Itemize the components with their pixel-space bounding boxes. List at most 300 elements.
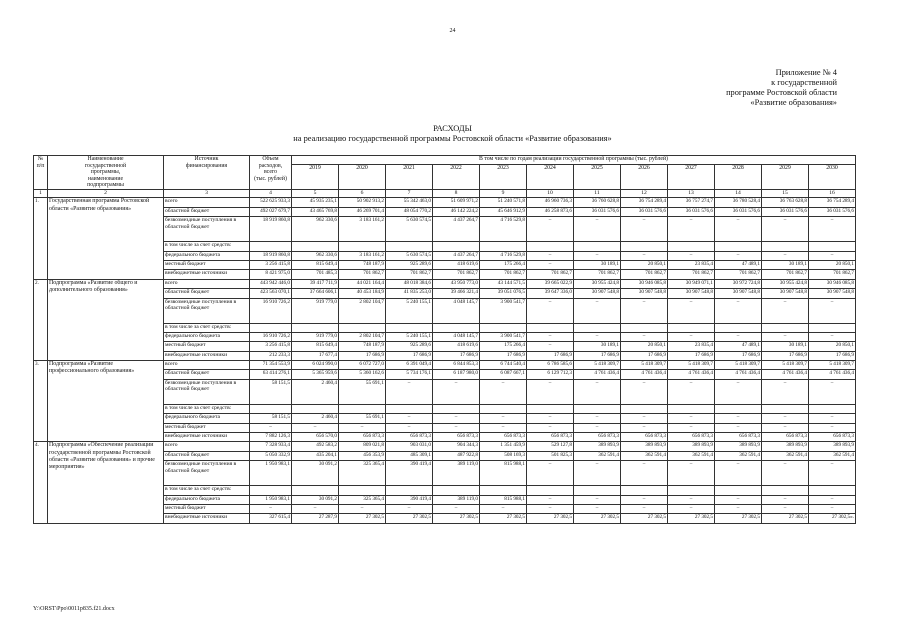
footer-file-path: Y:\ORST\Ppo\0011p835.f21.docx xyxy=(33,606,115,612)
year-value: – xyxy=(715,461,762,486)
year-value: 656 873,3 xyxy=(809,433,856,442)
table-row xyxy=(34,442,856,451)
year-value: 529 127,8 xyxy=(527,442,574,451)
appendix-line: программе Ростовской области xyxy=(726,88,837,97)
year-value: 30 955 424,8 xyxy=(762,279,809,288)
year-value: – xyxy=(527,342,574,351)
year-value: – xyxy=(715,414,762,423)
header-year: 2026 xyxy=(621,165,668,190)
year-value: – xyxy=(762,461,809,486)
year-value: 30 189,1 xyxy=(762,260,809,269)
table-row xyxy=(34,279,856,288)
year-value xyxy=(292,242,339,251)
year-value: 45 646 912,9 xyxy=(480,207,527,216)
year-value: 27 302,5 xyxy=(386,514,433,523)
year-value xyxy=(527,242,574,251)
year-value: 17 686,9 xyxy=(339,351,386,360)
year-value xyxy=(527,486,574,495)
year-value: 175 266,4 xyxy=(480,342,527,351)
year-value: – xyxy=(668,504,715,513)
year-value xyxy=(715,486,762,495)
year-value: – xyxy=(480,504,527,513)
year-value: 701 485,3 xyxy=(292,270,339,279)
year-value: – xyxy=(668,461,715,486)
year-value: – xyxy=(762,495,809,504)
year-value: 55 691,1 xyxy=(339,379,386,404)
year-value: – xyxy=(386,504,433,513)
column-number: 3 xyxy=(164,190,250,198)
funding-source: местный бюджет xyxy=(164,423,250,432)
year-value: 656 873,3 xyxy=(480,433,527,442)
program-number: 1. xyxy=(34,198,48,279)
funding-source: областной бюджет xyxy=(164,289,250,298)
year-value: 925 289,6 xyxy=(386,260,433,269)
year-value xyxy=(809,486,856,495)
year-value: 5 734 176,1 xyxy=(386,370,433,379)
year-value: – xyxy=(668,217,715,242)
year-value: – xyxy=(762,504,809,513)
header-year: 2030 xyxy=(809,165,856,190)
year-value: 30 907 548,8 xyxy=(574,289,621,298)
column-number: 12 xyxy=(621,190,668,198)
year-value: – xyxy=(527,461,574,486)
year-value: – xyxy=(668,251,715,260)
year-value: 5 418 309,7 xyxy=(762,361,809,370)
header-name: Наименование государственной программы, наименование подпрограммы xyxy=(48,156,164,190)
year-value: 17 686,9 xyxy=(480,351,527,360)
year-value: 5 418 309,7 xyxy=(574,361,621,370)
year-value: 43 144 571,5 xyxy=(480,279,527,288)
year-value: – xyxy=(715,379,762,404)
year-value: 30 907 548,8 xyxy=(809,289,856,298)
year-value: – xyxy=(809,495,856,504)
year-value: 55 342 463,0 xyxy=(386,198,433,207)
program-name: Подпрограмма «Развитие профессионального образования» xyxy=(48,361,164,442)
year-value xyxy=(621,323,668,332)
year-value: 36 760 628,8 xyxy=(574,198,621,207)
year-value: 389 893,9 xyxy=(809,442,856,451)
year-value: – xyxy=(668,298,715,323)
total-value: 3 256 415,8 xyxy=(250,260,292,269)
year-value: – xyxy=(809,379,856,404)
funding-source: местный бюджет xyxy=(164,342,250,351)
year-value xyxy=(480,242,527,251)
expenses-table xyxy=(33,155,856,524)
header-year: 2027 xyxy=(668,165,715,190)
year-value xyxy=(621,242,668,251)
appendix-line: к государственной xyxy=(771,78,837,87)
year-value: 43 950 773,0 xyxy=(433,279,480,288)
column-number: 11 xyxy=(574,190,621,198)
year-value: 809 021,8 xyxy=(339,442,386,451)
year-value: – xyxy=(527,379,574,404)
year-value: 36 031 576,6 xyxy=(668,207,715,216)
year-value: 4 437 264,7 xyxy=(433,217,480,242)
program-number: 2. xyxy=(34,279,48,360)
year-value xyxy=(386,486,433,495)
year-value: 701 862,7 xyxy=(668,270,715,279)
year-value xyxy=(433,323,480,332)
year-value: – xyxy=(574,298,621,323)
total-value: 8 421 975,0 xyxy=(250,270,292,279)
year-value: – xyxy=(621,461,668,486)
year-value: 2 802 104,7 xyxy=(339,298,386,323)
year-value: 46 142 224,2 xyxy=(433,207,480,216)
column-number: 7 xyxy=(386,190,433,198)
year-value: – xyxy=(668,414,715,423)
year-value: 362 591,4 xyxy=(809,451,856,460)
year-value: 30 946 085,8 xyxy=(809,279,856,288)
year-value: 39 417 711,9 xyxy=(292,279,339,288)
header-year: 2019 xyxy=(292,165,339,190)
year-value xyxy=(668,242,715,251)
table-body xyxy=(34,156,856,524)
year-value: 389 893,9 xyxy=(668,442,715,451)
year-value: – xyxy=(762,414,809,423)
year-value xyxy=(480,404,527,413)
year-value: – xyxy=(527,298,574,323)
year-value: 5 418 309,7 xyxy=(668,361,715,370)
year-value: 6 391 049,4 xyxy=(386,361,433,370)
year-value: – xyxy=(762,298,809,323)
funding-source: в том числе за счет средств: xyxy=(164,486,250,495)
year-value: 27 287,9 xyxy=(292,514,339,523)
year-value: 508 169,3 xyxy=(480,451,527,460)
program-number: 3. xyxy=(34,361,48,442)
year-value: 418 619,6 xyxy=(433,260,480,269)
year-value: 50 902 913,2 xyxy=(339,198,386,207)
funding-source: федерального бюджета xyxy=(164,332,250,341)
column-number: 10 xyxy=(527,190,574,198)
year-value: 43 465 769,8 xyxy=(292,207,339,216)
year-value: 6 744 540,4 xyxy=(480,361,527,370)
year-value: 20 850,1 xyxy=(809,260,856,269)
year-value: 5 418 309,7 xyxy=(621,361,668,370)
year-value xyxy=(574,323,621,332)
year-value: 4 761 436,4 xyxy=(621,370,668,379)
header-year: 2021 xyxy=(386,165,433,190)
year-value: 30 972 724,8 xyxy=(715,279,762,288)
document-title xyxy=(0,124,905,143)
year-value: 36 754 289,4 xyxy=(621,198,668,207)
year-value xyxy=(809,323,856,332)
funding-source: в том числе за счет средств: xyxy=(164,323,250,332)
year-value: – xyxy=(527,423,574,432)
funding-source: местный бюджет xyxy=(164,260,250,269)
year-value: 23 835,4 xyxy=(668,342,715,351)
year-value: 36 031 576,6 xyxy=(809,207,856,216)
year-value: – xyxy=(480,414,527,423)
total-value: 522 625 933,3 xyxy=(250,198,292,207)
year-value xyxy=(574,486,621,495)
column-number: 15 xyxy=(762,190,809,198)
year-value: – xyxy=(809,217,856,242)
year-value: 44 021 164,4 xyxy=(339,279,386,288)
year-value: 175 266,4 xyxy=(480,260,527,269)
year-value: 5 365 959,6 xyxy=(292,370,339,379)
year-value: 4 048 145,7 xyxy=(433,332,480,341)
year-value: 36 780 528,4 xyxy=(715,198,762,207)
year-value: 815 649,4 xyxy=(292,342,339,351)
year-value: 390 419,4 xyxy=(386,461,433,486)
column-number: 5 xyxy=(292,190,339,198)
year-value: – xyxy=(715,495,762,504)
program-name: Государственная программа Ростовской области «Развитие образования» xyxy=(48,198,164,279)
year-value: – xyxy=(715,504,762,513)
year-value: 656 873,3 xyxy=(527,433,574,442)
year-value: 3 900 541,7 xyxy=(480,332,527,341)
funding-source: в том числе за счет средств: xyxy=(164,242,250,251)
total-value: 5 050 332,9 xyxy=(250,451,292,460)
year-value: 390 419,4 xyxy=(386,495,433,504)
year-value: 27 302,5 xyxy=(668,514,715,523)
year-value: 748 187,9 xyxy=(339,260,386,269)
year-value: 1 351 459,9 xyxy=(480,442,527,451)
year-value: 27 302,5 xyxy=(715,514,762,523)
year-value: 656 873,3 xyxy=(668,433,715,442)
year-value: 4 437 264,7 xyxy=(433,251,480,260)
year-value: 701 862,7 xyxy=(715,270,762,279)
year-value: 325 365,4 xyxy=(339,495,386,504)
year-value: – xyxy=(527,260,574,269)
year-value: 362 591,4 xyxy=(668,451,715,460)
year-value xyxy=(386,404,433,413)
year-value: 36 757 274,7 xyxy=(668,198,715,207)
year-value: – xyxy=(621,332,668,341)
header-source: Источник финансирования xyxy=(164,156,250,190)
year-value: 4 761 436,4 xyxy=(574,370,621,379)
year-value: 30 091,2 xyxy=(292,495,339,504)
year-value: 904 344,3 xyxy=(433,442,480,451)
year-value: 36 031 576,6 xyxy=(621,207,668,216)
year-value: 5 240 155,1 xyxy=(386,298,433,323)
funding-source: всего xyxy=(164,279,250,288)
year-value: 501 825,3 xyxy=(527,451,574,460)
year-value: 362 591,4 xyxy=(715,451,762,460)
year-value: 701 862,7 xyxy=(339,270,386,279)
year-value: 389 893,9 xyxy=(574,442,621,451)
year-value: – xyxy=(574,332,621,341)
year-value: 4 716 529,8 xyxy=(480,251,527,260)
year-value: 17 686,9 xyxy=(809,351,856,360)
year-value: – xyxy=(433,504,480,513)
year-value: 27 302,5 xyxy=(527,514,574,523)
year-value: – xyxy=(339,504,386,513)
year-value: 4 716 529,8 xyxy=(480,217,527,242)
year-value: – xyxy=(574,217,621,242)
funding-source: областной бюджет xyxy=(164,370,250,379)
total-value: 16 910 726,2 xyxy=(250,332,292,341)
table-row xyxy=(34,361,856,370)
column-number: 16 xyxy=(809,190,856,198)
year-value: 2 802 104,7 xyxy=(339,332,386,341)
year-value: 919 779,0 xyxy=(292,332,339,341)
funding-source: всего xyxy=(164,361,250,370)
year-value: – xyxy=(809,414,856,423)
year-value: – xyxy=(762,332,809,341)
year-value: – xyxy=(480,423,527,432)
total-value: 71 354 553,9 xyxy=(250,361,292,370)
year-value: – xyxy=(574,504,621,513)
year-value: 30 946 085,8 xyxy=(621,279,668,288)
year-value: 27 302,5». xyxy=(809,514,856,523)
funding-source: федерального бюджета xyxy=(164,495,250,504)
year-value xyxy=(715,323,762,332)
funding-source: безвозмездные поступления в областной бюджет xyxy=(164,379,250,404)
year-value: 17 686,9 xyxy=(433,351,480,360)
year-value: 39 466 321,4 xyxy=(433,289,480,298)
year-value: 656 873,3 xyxy=(433,433,480,442)
year-value: 46 258 873,6 xyxy=(527,207,574,216)
total-value: 63 414 276,1 xyxy=(250,370,292,379)
total-value xyxy=(250,404,292,413)
year-value: 39 647 336,0 xyxy=(527,289,574,298)
year-value: 389 893,9 xyxy=(715,442,762,451)
year-value: – xyxy=(809,504,856,513)
year-value: 5 630 574,5 xyxy=(386,217,433,242)
year-value: 701 862,7 xyxy=(527,270,574,279)
year-value: – xyxy=(668,423,715,432)
year-value: 17 686,9 xyxy=(762,351,809,360)
year-value: – xyxy=(668,495,715,504)
year-value: – xyxy=(762,251,809,260)
header-year: 2025 xyxy=(574,165,621,190)
year-value: – xyxy=(715,332,762,341)
year-value: – xyxy=(762,217,809,242)
column-number: 13 xyxy=(668,190,715,198)
year-value: 46 960 736,3 xyxy=(527,198,574,207)
year-value: 656 873,3 xyxy=(621,433,668,442)
total-value xyxy=(250,323,292,332)
year-value: 30 907 548,8 xyxy=(762,289,809,298)
year-value: 17 686,9 xyxy=(574,351,621,360)
year-value: 389 119,0 xyxy=(433,461,480,486)
year-value: – xyxy=(292,423,339,432)
column-number-row xyxy=(34,190,856,198)
year-value xyxy=(386,242,433,251)
year-value xyxy=(621,404,668,413)
year-value xyxy=(292,486,339,495)
year-value: 6 072 727,0 xyxy=(339,361,386,370)
year-value: 37 664 606,1 xyxy=(292,289,339,298)
funding-source: областной бюджет xyxy=(164,451,250,460)
total-value: 18 919 860,8 xyxy=(250,251,292,260)
year-value: 30 955 424,8 xyxy=(574,279,621,288)
year-value: – xyxy=(715,217,762,242)
year-value: 6 024 990,0 xyxy=(292,361,339,370)
year-value: 3 183 161,2 xyxy=(339,217,386,242)
year-value: 47 489,1 xyxy=(715,260,762,269)
header-num: № п/п xyxy=(34,156,48,190)
year-value: 6 087 667,1 xyxy=(480,370,527,379)
year-value: – xyxy=(809,461,856,486)
year-value xyxy=(809,242,856,251)
year-value: 39 051 076,5 xyxy=(480,289,527,298)
funding-source: безвозмездные поступления в областной бюджет xyxy=(164,217,250,242)
year-value: 5 360 162,6 xyxy=(339,370,386,379)
year-value: – xyxy=(668,379,715,404)
year-value: – xyxy=(809,298,856,323)
year-value: 30 091,2 xyxy=(292,461,339,486)
funding-source: всего xyxy=(164,442,250,451)
year-value: 5 418 309,7 xyxy=(715,361,762,370)
title-subheading: на реализацию государственной программы Ростовской области «Развитие образования» xyxy=(293,133,612,143)
funding-source: внебюджетные источники xyxy=(164,433,250,442)
header-year: 2022 xyxy=(433,165,480,190)
year-value: – xyxy=(621,298,668,323)
year-value: 656 873,3 xyxy=(762,433,809,442)
total-value: 16 910 726,2 xyxy=(250,298,292,323)
year-value: 36 031 576,6 xyxy=(574,207,621,216)
year-value: – xyxy=(339,423,386,432)
year-value xyxy=(480,486,527,495)
total-value: 212 233,3 xyxy=(250,351,292,360)
year-value: 3 900 541,7 xyxy=(480,298,527,323)
year-value xyxy=(668,486,715,495)
year-value: – xyxy=(809,332,856,341)
year-value: – xyxy=(621,414,668,423)
column-number: 14 xyxy=(715,190,762,198)
year-value: – xyxy=(527,251,574,260)
column-number: 2 xyxy=(48,190,164,198)
column-number: 6 xyxy=(339,190,386,198)
year-value: 925 289,6 xyxy=(386,342,433,351)
year-value: 17 686,9 xyxy=(715,351,762,360)
year-value xyxy=(762,242,809,251)
year-value: 36 754 289,4 xyxy=(809,198,856,207)
year-value xyxy=(339,323,386,332)
year-value: 5 418 309,7 xyxy=(809,361,856,370)
year-value: – xyxy=(527,414,574,423)
year-value: 3 183 161,2 xyxy=(339,251,386,260)
year-value: 48 054 770,2 xyxy=(386,207,433,216)
year-value: 23 835,4 xyxy=(668,260,715,269)
year-value: 20 850,1 xyxy=(621,342,668,351)
year-value xyxy=(527,323,574,332)
column-number: 8 xyxy=(433,190,480,198)
year-value xyxy=(715,242,762,251)
year-value xyxy=(527,404,574,413)
year-value: 55 691,1 xyxy=(339,414,386,423)
year-value: 30 949 071,1 xyxy=(668,279,715,288)
year-value: 701 862,7 xyxy=(480,270,527,279)
total-value: 58 151,5 xyxy=(250,414,292,423)
year-value: – xyxy=(715,423,762,432)
header-row xyxy=(34,156,856,165)
year-value: 748 187,9 xyxy=(339,342,386,351)
year-value xyxy=(762,486,809,495)
year-value: 48 018 384,6 xyxy=(386,279,433,288)
funding-source: безвозмездные поступления в областной бюджет xyxy=(164,461,250,486)
year-value: 36 031 576,6 xyxy=(762,207,809,216)
year-value: 20 850,1 xyxy=(621,260,668,269)
year-value: – xyxy=(809,251,856,260)
year-value xyxy=(339,242,386,251)
year-value: 903 031,0 xyxy=(386,442,433,451)
year-value: 51 609 971,2 xyxy=(433,198,480,207)
year-value: 435 204,1 xyxy=(292,451,339,460)
year-value: 389 119,0 xyxy=(433,495,480,504)
year-value xyxy=(339,486,386,495)
year-value: – xyxy=(480,379,527,404)
total-value: – xyxy=(250,504,292,513)
year-value xyxy=(386,323,433,332)
year-value: 701 862,7 xyxy=(762,270,809,279)
year-value xyxy=(433,486,480,495)
year-value: – xyxy=(527,217,574,242)
year-value: 30 189,1 xyxy=(762,342,809,351)
year-value: 492 583,2 xyxy=(292,442,339,451)
